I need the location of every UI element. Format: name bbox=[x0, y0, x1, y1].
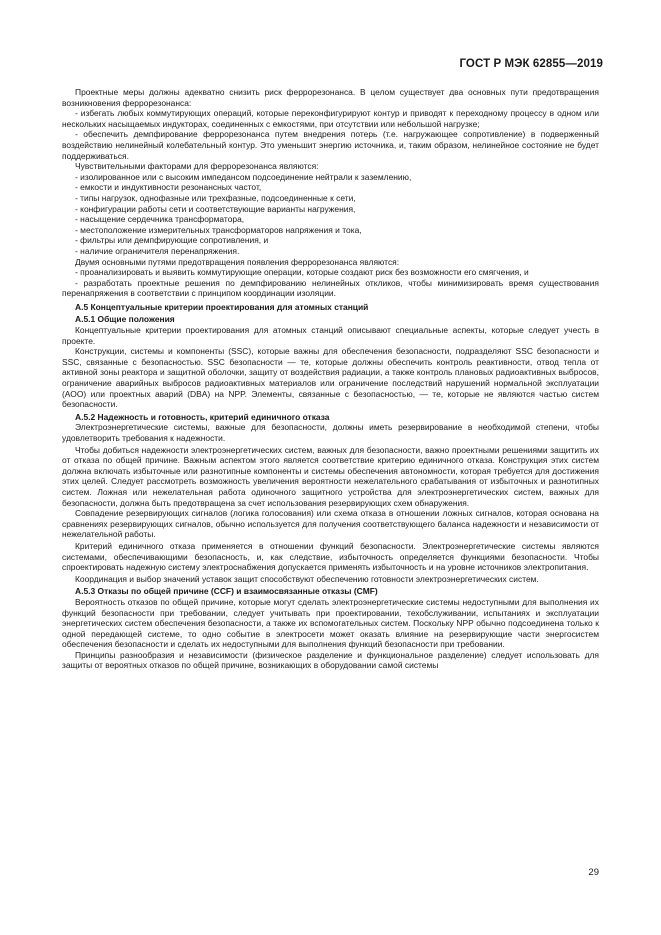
subsection-heading-a52: А.5.2 Надежность и готовность, критерий единичного отказа bbox=[75, 411, 330, 422]
document-code: ГОСТ Р МЭК 62855—2019 bbox=[459, 58, 603, 70]
paragraph: Электроэнергетические системы, важные для безопасности, должны иметь резервирование в необходимой степени, чтобы удовлетворить требования к надежности. bbox=[62, 422, 599, 443]
list-item: - конфигурации работы сети и соответствующие варианты нагружения, bbox=[75, 203, 356, 214]
list-item: - обеспечить демпфирование феррорезонанса путем внедрения потерь (т.е. нагружающее сопротивление) в подверженный воздействию нелинейный колебательный контур. Это уменьшит энергию источника, и, таким образом, нелинейное состояние не будет поддерживаться. bbox=[62, 129, 599, 161]
paragraph: Критерий единичного отказа применяется в отношении функций безопасности. Электроэнергетические системы являются системами, обеспечивающими безопасность, и, как следствие, избыточность определяется функциями безопасности. Чтобы спроектировать надежную систему электроснабжения допускается применять избыточность и на уровне источников электропитания. bbox=[62, 540, 599, 573]
subsection-heading-a53: А.5.3 Отказы по общей причине (CCF) и взаимосвязанные отказы (CMF) bbox=[75, 586, 378, 597]
list-item: - избегать любых коммутирующих операций, которые переконфигурируют контур и приводят к переходному процессу в одном или нескольких насыщаемых индукторах, соединенных с емкостями, при отсутствии или небольшой нагрузке; bbox=[62, 108, 599, 129]
list-item: - местоположение измерительных трансформаторов напряжения и тока, bbox=[75, 224, 362, 235]
page-number: 29 bbox=[588, 867, 599, 878]
body-text bbox=[62, 87, 599, 671]
list-item: - емкости и индуктивности резонансных частот, bbox=[75, 182, 262, 193]
list-item: - насыщение сердечника трансформатора, bbox=[75, 214, 245, 225]
list-item: - наличие ограничителя перенапряжения. bbox=[75, 245, 240, 256]
list-item: - типы нагрузок, однофазные или трехфазные, подсоединенные к сети, bbox=[75, 192, 356, 203]
section-heading-a5: А.5 Концептуальные критерии проектирования для атомных станций bbox=[75, 301, 369, 312]
paragraph: Концептуальные критерии проектирования для атомных станций описывают специальные аспекты, которые следует учесть в проекте. bbox=[62, 325, 599, 346]
paragraph: Координация и выбор значений уставок защит способствуют обеспечению готовности электроэнергетических систем. bbox=[75, 573, 539, 584]
paragraph: Двумя основными путями предотвращения появления феррорезонанса являются: bbox=[75, 256, 400, 267]
paragraph: Вероятность отказов по общей причине, которые могут сделать электроэнергетические системы недоступными для выполнения их функций безопасности при требовании, следует учитывать при проектировании, техобслуживании, испытаниях и эксплуатации энергетических систем обеспечения безопасности, а также их вспомогательных систем. Поскольку NPP обычно подсоединена только к одной передающей системе, то одно событие в электросети может оказать влияние на резервирующие части энергосистем обеспечения безопасности и сделать их недоступными для выполнения функций безопасности при требовании. bbox=[62, 596, 599, 650]
paragraph: Принципы разнообразия и независимости (физическое разделение и функциональное разделение) следует использовать для защиты от вероятных отказов по общей причине, возникающих в оборудовании самой системы bbox=[62, 649, 599, 671]
paragraph: Проектные меры должны адекватно снизить риск феррорезонанса. В целом существует два основных пути предотвращения возникновения феррорезонанса: bbox=[62, 87, 599, 108]
list-item: - фильтры или демпфирующие сопротивления, и bbox=[75, 235, 269, 246]
paragraph: Совпадение резервирующих сигналов (логика голосования) или схема отказа в отношении ложных сигналов, которая основана на сравнениях резервирующих сигналов, обычно используется для получения соответствующего баланса надежности и независимости от нежелательной работы. bbox=[62, 508, 599, 540]
list-item: - изолированное или с высоким импедансом подсоединение нейтрали к заземлению, bbox=[75, 171, 412, 182]
paragraph: Чувствительными факторами для феррорезонанса являются: bbox=[75, 161, 319, 172]
paragraph: Конструкции, системы и компоненты (SSC), которые важны для обеспечения безопасности, подразделяют SSC безопасности и SSC, связанные с безопасностью. SSC безопасности — те, которые должны обеспечить контроль реактивности, отвод тепла от активной зоны реактора и защитной оболочки, защиту от воздействия радиации, а также контроль плановых радиоактивных выбросов, ограничение аварийных выбросов радиоактивных материалов или ограничение последствий нарушений нормальной эксплуатации (АОО) или проектных аварий (DBA) на NPP. Элементы, связанные с безопасностью, — те, которые не являются частью систем безопасности. bbox=[62, 346, 599, 410]
paragraph: Чтобы добиться надежности электроэнергетических систем, важных для безопасности, важно проектными решениями защитить их от отказа по общей причине. Важным аспектом этого является соответствие критерию единичного отказа. Конструкция этих систем должна включать избыточные или разнотипные компоненты и системы обеспечения автономности, которая требуется для достижения этих целей. Следует рассмотреть возможность увеличения вероятности нежелательного срабатывания от избыточных и разнотипных систем. Ложная или нежелательная работа одиночного защитного устройства для электроэнергетических систем, важных для безопасности, должна быть предотвращена за счет использования резервирующих схем обнаружения. bbox=[62, 444, 599, 508]
list-item: - проанализировать и выявить коммутирующие операции, которые создают риск без возможности его смягчения, и bbox=[75, 267, 529, 278]
subsection-heading-a51: А.5.1 Общие положения bbox=[75, 314, 175, 325]
list-item: - разработать проектные решения по демпфированию нелинейных откликов, чтобы минимизировать время существования перенапряжения в соответствии с принципом координации изоляции. bbox=[62, 277, 599, 299]
